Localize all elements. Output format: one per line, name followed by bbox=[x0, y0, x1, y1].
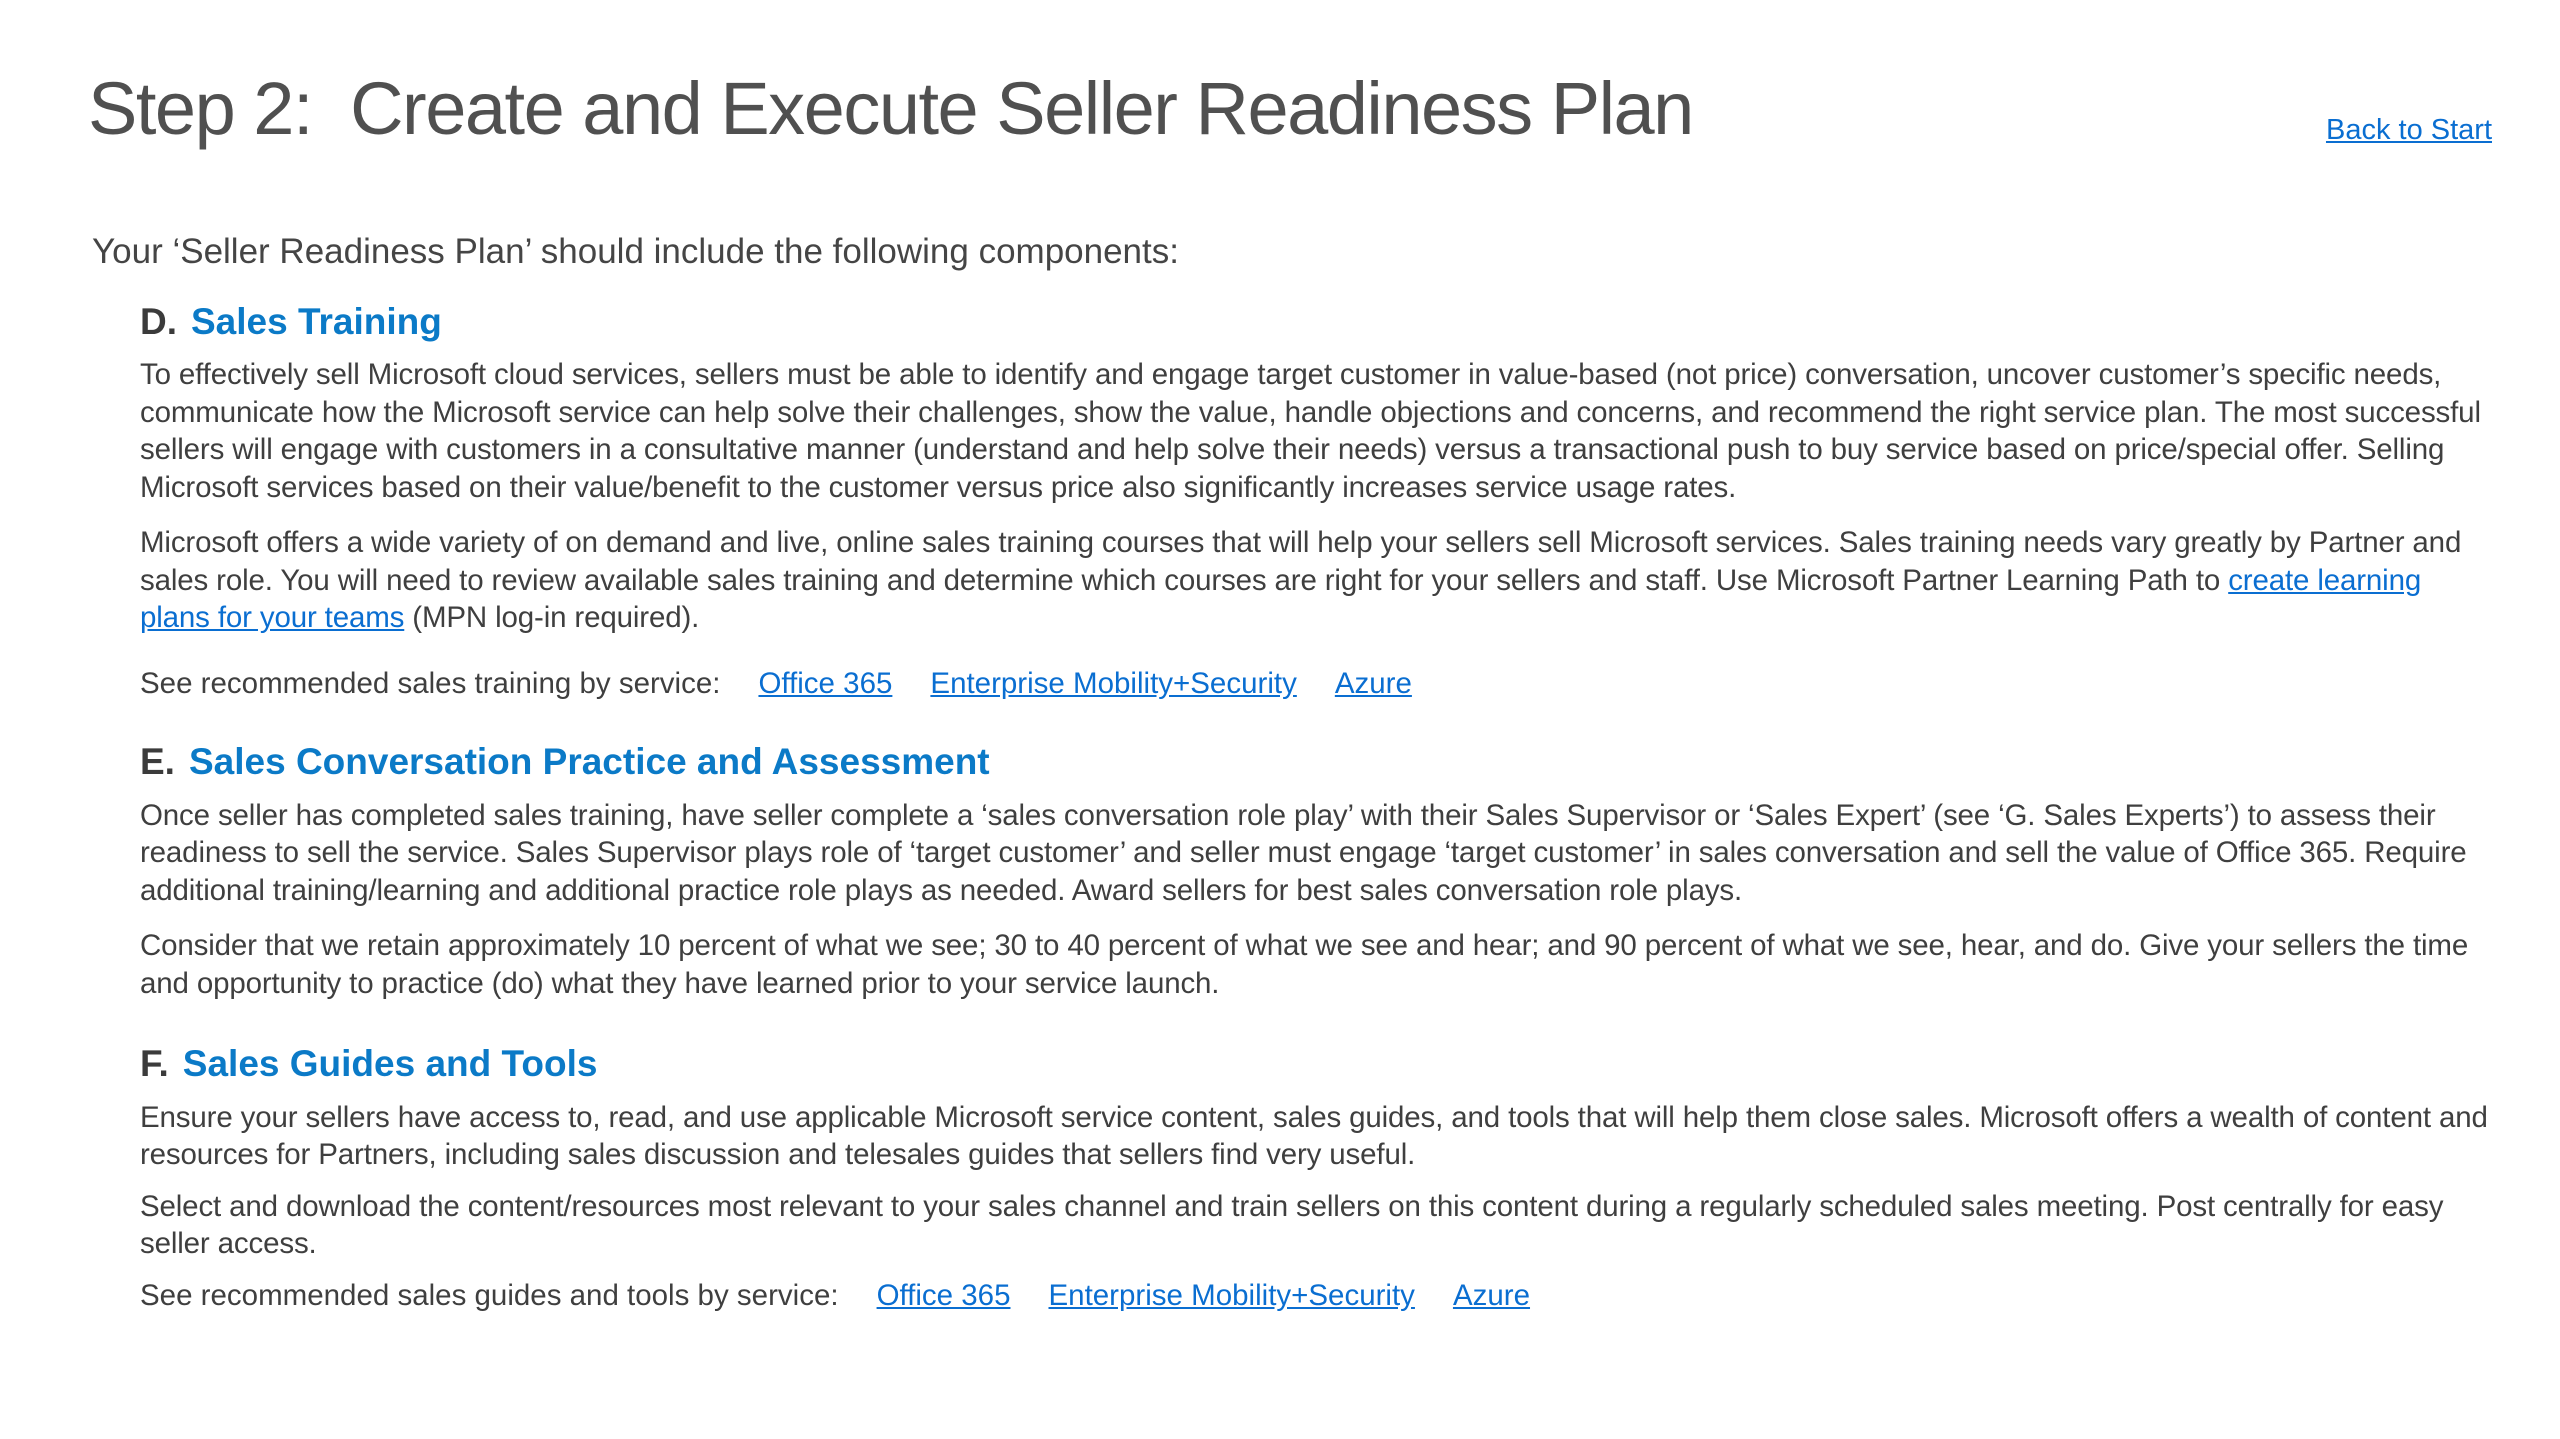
section-letter: F. bbox=[140, 1043, 169, 1085]
service-links-row bbox=[140, 665, 2488, 703]
ems-guides-link[interactable]: Enterprise Mobility+Security bbox=[1048, 1278, 1415, 1312]
section-title: Sales Conversation Practice and Assessment bbox=[188, 741, 990, 783]
back-to-start-link[interactable]: Back to Start bbox=[2325, 114, 2492, 146]
paragraph-text: (MPN log-in required). bbox=[404, 601, 700, 635]
section-heading bbox=[140, 300, 2488, 344]
section-paragraph: Select and download the content/resources most relevant to your sales channel and train sellers on this content during a regularly scheduled sales meeting. Post centrally for easy seller access. bbox=[140, 1189, 2444, 1261]
section-paragraph: To effectively sell Microsoft cloud services, sellers must be able to identify and engage target customer in value-based (not price) conversation, uncover customer’s specific needs, communicate how the Microsoft service can help solve their challenges, show the value, handle objections and concerns, and recommend the right service plan. The most successful sellers will engage with customers in a consultative manner (understand and help solve their needs) versus a transactional push to buy service based on price/special offer. Selling Microsoft services based on their value/benefit to the customer versus price also significantly increases service usage rates. bbox=[140, 358, 2481, 504]
section-title: Sales Training bbox=[191, 301, 442, 342]
links-label: See recommended sales guides and tools by service: bbox=[140, 1278, 839, 1312]
section-paragraph bbox=[140, 524, 2488, 637]
intro-text: Your ‘Seller Readiness Plan’ should include the following components: bbox=[92, 232, 1179, 271]
office-365-guides-link[interactable]: Office 365 bbox=[876, 1278, 1011, 1312]
section-paragraph: Ensure your sellers have access to, read, and use applicable Microsoft service content, sales guides, and tools that will help them close sales. Microsoft offers a wealth of content and resources for Partners, including sales discussion and telesales guides that sellers find very useful. bbox=[140, 1100, 2488, 1172]
section-heading bbox=[140, 1042, 2488, 1086]
components-list bbox=[140, 300, 2488, 1314]
ems-training-link[interactable]: Enterprise Mobility+Security bbox=[930, 666, 1297, 700]
office-365-training-link[interactable]: Office 365 bbox=[758, 666, 893, 700]
section-sales-conversation-practice bbox=[140, 740, 2488, 1002]
section-sales-guides-tools bbox=[140, 1042, 2488, 1314]
azure-training-link[interactable]: Azure bbox=[1334, 666, 1412, 700]
section-letter: E. bbox=[140, 741, 175, 783]
section-paragraph: Once seller has completed sales training, have seller complete a ‘sales conversation role play’ with their Sales Supervisor or ‘Sales Expert’ (see ‘G. Sales Experts’) to assess their readiness to sell the service. Sales Supervisor plays role of ‘target customer’ and seller must engage ‘target customer’ in sales conversation and sell the value of Office 365. Require additional training/learning and additional practice role plays as needed. Award sellers for best sales conversation role plays. bbox=[140, 798, 2467, 907]
create-learning-plans-link[interactable]: create learning plans for your teams bbox=[140, 563, 2422, 635]
page-title: Step 2: Create and Execute Seller Readiness Plan bbox=[88, 67, 1693, 150]
section-sales-training bbox=[140, 300, 2488, 702]
section-paragraph: Consider that we retain approximately 10 percent of what we see; 30 to 40 percent of what we see and hear; and 90 percent of what we see, hear, and do. Give your sellers the time and opportunity to practice (do) what they have learned prior to your service launch. bbox=[140, 929, 2469, 1000]
section-letter: D. bbox=[140, 301, 177, 342]
service-links-row bbox=[140, 1277, 2488, 1315]
links-label: See recommended sales training by service: bbox=[140, 666, 721, 700]
azure-guides-link[interactable]: Azure bbox=[1452, 1278, 1531, 1312]
paragraph-text: Microsoft offers a wide variety of on demand and live, online sales training courses that will help your sellers sell Microsoft services. Sales training needs vary greatly by Partner and sales role. You will need to review available sales training and determine which courses are right for your sellers and staff. Use Microsoft Partner Learning Path to bbox=[140, 526, 2462, 597]
section-title: Sales Guides and Tools bbox=[182, 1043, 598, 1085]
section-heading bbox=[140, 740, 2488, 784]
